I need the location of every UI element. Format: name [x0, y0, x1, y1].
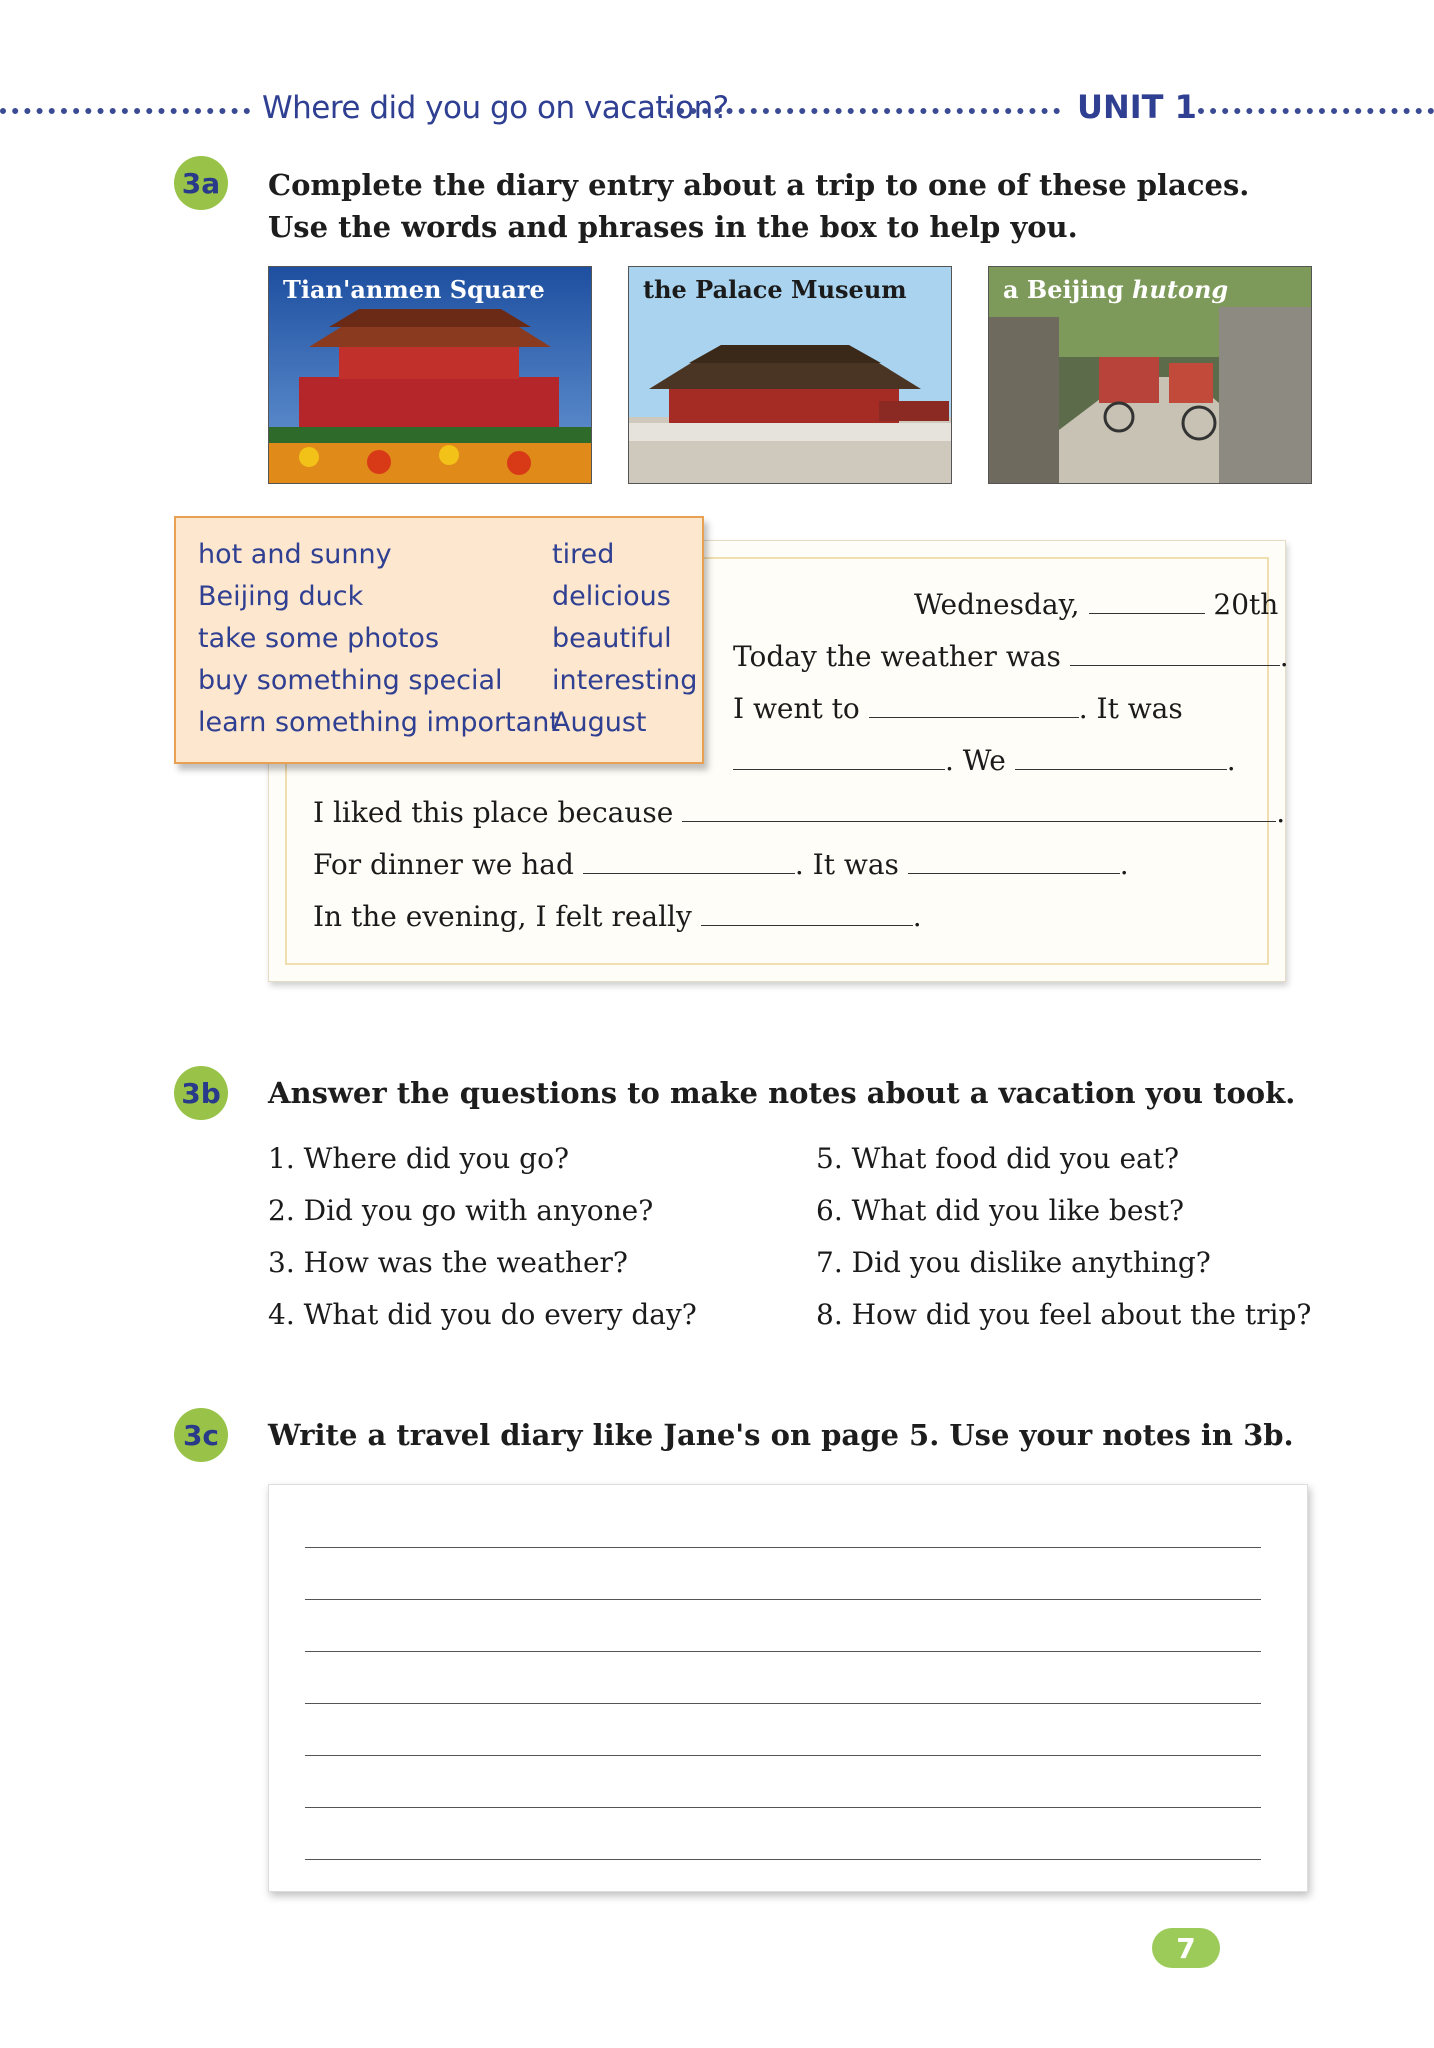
- writing-area[interactable]: [268, 1484, 1308, 1892]
- word-item: learn something important: [198, 707, 560, 738]
- header-title: Where did you go on vacation?: [262, 90, 729, 126]
- writing-line[interactable]: [305, 1703, 1261, 1704]
- question-item: 1. Where did you go?: [268, 1142, 569, 1175]
- photo-caption-hutong-prefix: a Beijing: [1003, 275, 1132, 304]
- blank-dinner[interactable]: [583, 847, 795, 874]
- blank-dinner-adjective[interactable]: [908, 847, 1120, 874]
- writing-line[interactable]: [305, 1807, 1261, 1808]
- word-box-right-column: [552, 534, 697, 744]
- diary-evening-text: In the evening, I felt really: [313, 900, 692, 933]
- word-item: Beijing duck: [198, 581, 364, 612]
- section-badge-3a: 3a: [174, 156, 228, 210]
- diary-date-line: [914, 587, 1278, 621]
- question-item: 7. Did you dislike anything?: [816, 1246, 1211, 1279]
- word-item: buy something special: [198, 665, 503, 696]
- writing-line[interactable]: [305, 1547, 1261, 1548]
- word-item: hot and sunny: [198, 539, 392, 570]
- question-item: 3. How was the weather?: [268, 1246, 628, 1279]
- question-item: 2. Did you go with anyone?: [268, 1194, 654, 1227]
- photo-caption-palace: the Palace Museum: [643, 275, 907, 304]
- header-dots-left: [0, 108, 250, 114]
- diary-liked-line: [313, 795, 1285, 829]
- writing-line[interactable]: [305, 1755, 1261, 1756]
- section-badge-3b: 3b: [174, 1066, 228, 1120]
- blank-place-adjective[interactable]: [733, 743, 945, 770]
- word-item: tired: [552, 539, 615, 570]
- word-item: interesting: [552, 665, 698, 696]
- unit-label: UNIT 1: [1077, 88, 1197, 126]
- word-box: [174, 516, 704, 764]
- diary-dinner-text: For dinner we had: [313, 848, 574, 881]
- diary-period: .: [1119, 848, 1129, 881]
- writing-line[interactable]: [305, 1599, 1261, 1600]
- diary-we-line: [733, 743, 1236, 777]
- photo-palace-museum: [628, 266, 952, 484]
- diary-went-line: [733, 691, 1183, 725]
- section-badge-3c: 3c: [174, 1408, 228, 1462]
- blank-place[interactable]: [869, 691, 1079, 718]
- instruction-3a-line1: Complete the diary entry about a trip to one of these places.: [268, 168, 1250, 202]
- word-item: beautiful: [552, 623, 672, 654]
- diary-period: .: [912, 900, 922, 933]
- question-item: 8. How did you feel about the trip?: [816, 1298, 1312, 1331]
- photo-tiananmen-square: [268, 266, 592, 484]
- question-item: 4. What did you do every day?: [268, 1298, 697, 1331]
- word-item: August: [552, 707, 647, 738]
- page-number: 7: [1152, 1928, 1220, 1968]
- question-item: 6. What did you like best?: [816, 1194, 1185, 1227]
- diary-dinner-itwas: . It was: [794, 848, 899, 881]
- question-item: 5. What food did you eat?: [816, 1142, 1180, 1175]
- instruction-3a: [268, 164, 1249, 248]
- blank-weather[interactable]: [1070, 639, 1280, 666]
- diary-liked-text: I liked this place because: [313, 796, 674, 829]
- instruction-3a-line2: Use the words and phrases in the box to help you.: [268, 210, 1078, 244]
- blank-month[interactable]: [1089, 587, 1205, 614]
- word-item: delicious: [552, 581, 671, 612]
- header-dots-middle: [666, 108, 1060, 114]
- photo-beijing-hutong: [988, 266, 1312, 484]
- photo-caption-hutong-italic: hutong: [1131, 275, 1229, 304]
- photo-caption-tiananmen: Tian'anmen Square: [283, 275, 545, 304]
- diary-weather-text: Today the weather was: [733, 640, 1061, 673]
- running-header: [0, 82, 1434, 138]
- diary-we-text: . We: [945, 744, 1006, 777]
- blank-reason[interactable]: [682, 795, 1276, 822]
- diary-period: .: [1276, 796, 1286, 829]
- blank-feeling[interactable]: [701, 899, 913, 926]
- diary-date-suffix: 20th: [1213, 588, 1279, 621]
- instruction-3b: Answer the questions to make notes about a vacation you took.: [268, 1076, 1296, 1110]
- diary-went-text: I went to: [733, 692, 860, 725]
- diary-dinner-line: [313, 847, 1129, 881]
- diary-period: .: [1279, 640, 1289, 673]
- diary-date-prefix: Wednesday,: [914, 588, 1080, 621]
- diary-evening-line: [313, 899, 922, 933]
- diary-itwas-text: . It was: [1078, 692, 1183, 725]
- word-box-left-column: [198, 534, 560, 744]
- writing-line[interactable]: [305, 1859, 1261, 1860]
- diary-weather-line: [733, 639, 1289, 673]
- photo-caption-hutong: [1003, 275, 1228, 304]
- blank-activity[interactable]: [1015, 743, 1227, 770]
- header-dots-right: [1198, 108, 1434, 114]
- word-item: take some photos: [198, 623, 440, 654]
- writing-line[interactable]: [305, 1651, 1261, 1652]
- instruction-3c: Write a travel diary like Jane's on page 5. Use your notes in 3b.: [268, 1418, 1294, 1452]
- diary-period: .: [1226, 744, 1236, 777]
